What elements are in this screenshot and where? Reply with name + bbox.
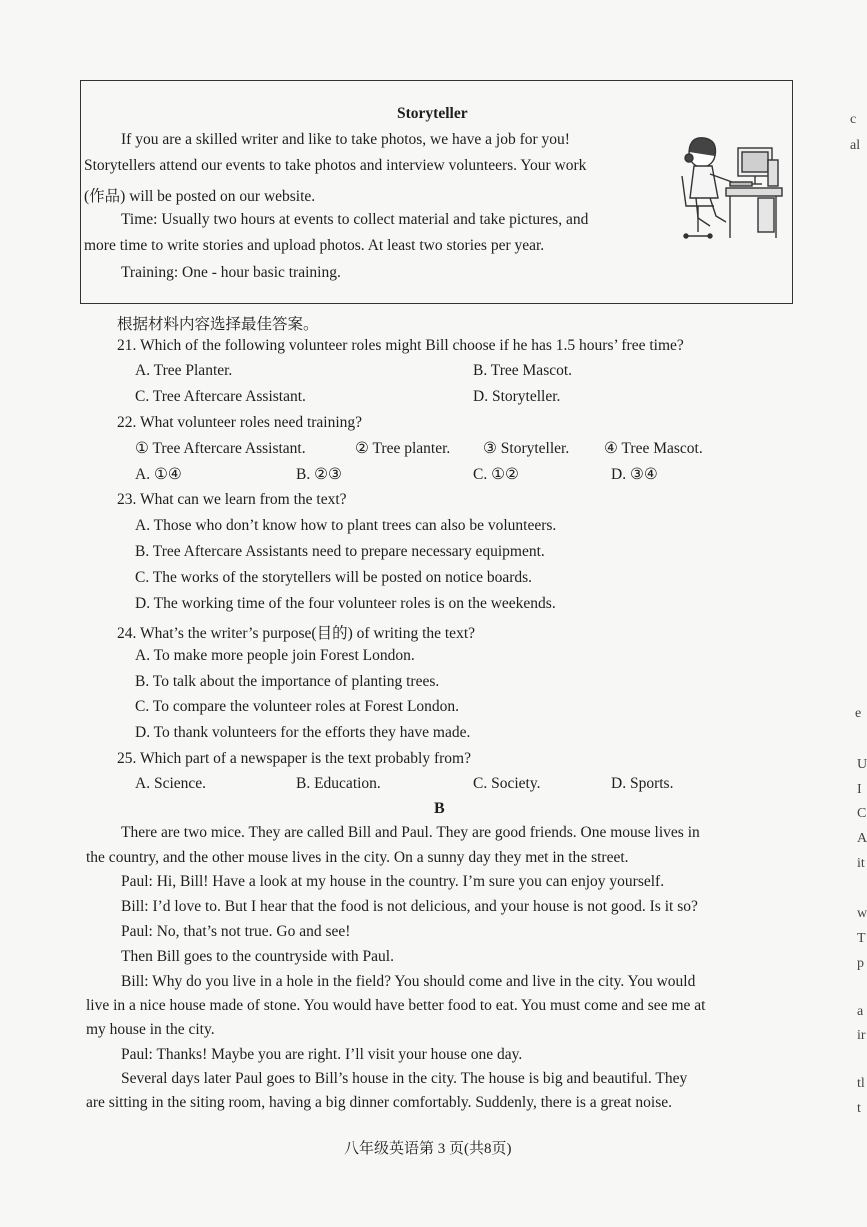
option: C. Tree Aftercare Assistant. — [135, 388, 306, 405]
role-item: ③ Storyteller. — [483, 440, 570, 457]
storyteller-line: (作品) will be posted on our website. — [84, 188, 316, 205]
question-stem: 24. What’s the writer’s purpose(目的) of writing the text? — [117, 625, 475, 642]
passage-line: Then Bill goes to the countryside with Paul. — [121, 948, 394, 965]
option: A. Those who don’t know how to plant trees can also be volunteers. — [135, 517, 557, 534]
storyteller-line: Time: Usually two hours at events to collect material and take pictures, and — [121, 211, 589, 228]
passage-line: live in a nice house made of stone. You would have better food to eat. You must come and see me at — [86, 997, 706, 1014]
passage-line: Paul: No, that’s not true. Go and see! — [121, 923, 351, 940]
option: D. ③④ — [611, 466, 658, 483]
instruction: 根据材料内容选择最佳答案。 — [117, 316, 319, 333]
passage-line: Paul: Thanks! Maybe you are right. I’ll visit your house one day. — [121, 1046, 523, 1063]
option: D. The working time of the four volunteer roles is on the weekends. — [135, 595, 556, 612]
option: C. Society. — [473, 775, 541, 792]
option: A. To make more people join Forest London. — [135, 647, 415, 664]
option: A. Tree Planter. — [135, 362, 233, 379]
question-stem: 22. What volunteer roles need training? — [117, 414, 363, 431]
passage-line: Paul: Hi, Bill! Have a look at my house in the country. I’m sure you can enjoy yourself. — [121, 873, 665, 890]
option: D. Sports. — [611, 775, 674, 792]
edge-fragment: I — [857, 782, 862, 797]
edge-fragment: C — [857, 806, 867, 821]
edge-fragment: tl — [857, 1076, 865, 1091]
edge-fragment: p — [857, 956, 864, 971]
option: B. To talk about the importance of planting trees. — [135, 673, 440, 690]
option: B. Tree Aftercare Assistants need to prepare necessary equipment. — [135, 543, 545, 560]
person-at-computer-illustration — [668, 126, 786, 242]
edge-fragment: w — [857, 906, 867, 921]
edge-fragment: t — [857, 1101, 861, 1116]
edge-fragment: a — [857, 1004, 864, 1019]
passage-line: Bill: Why do you live in a hole in the field? You should come and live in the city. You would — [121, 973, 696, 990]
option: B. ②③ — [296, 466, 342, 483]
option: D. To thank volunteers for the efforts they have made. — [135, 724, 471, 741]
question-stem: 21. Which of the following volunteer roles might Bill choose if he has 1.5 hours’ free time? — [117, 337, 684, 354]
option: B. Education. — [296, 775, 381, 792]
option: B. Tree Mascot. — [473, 362, 573, 379]
edge-fragment: U — [857, 757, 867, 772]
question-stem: 23. What can we learn from the text? — [117, 491, 347, 508]
edge-fragment: T — [857, 931, 866, 946]
passage-line: There are two mice. They are called Bill and Paul. They are good friends. One mouse lives in — [121, 824, 700, 841]
passage-line: the country, and the other mouse lives in the city. On a sunny day they met in the street. — [86, 849, 629, 866]
option: C. ①② — [473, 466, 519, 483]
question-stem: 25. Which part of a newspaper is the text probably from? — [117, 750, 471, 767]
storyteller-line: Training: One - hour basic training. — [121, 264, 341, 281]
role-item: ① Tree Aftercare Assistant. — [135, 440, 306, 457]
storyteller-line: If you are a skilled writer and like to take photos, we have a job for you! — [121, 131, 570, 148]
edge-fragment: ir — [857, 1028, 866, 1043]
option: A. ①④ — [135, 466, 182, 483]
edge-fragment: e — [855, 706, 862, 721]
page-footer: 八年级英语第 3 页(共8页) — [344, 1141, 512, 1157]
storyteller-line: Storytellers attend our events to take photos and interview volunteers. Your work — [84, 157, 587, 174]
option: A. Science. — [135, 775, 207, 792]
option: D. Storyteller. — [473, 388, 561, 405]
section-b-heading: B — [434, 800, 445, 817]
passage-line: Bill: I’d love to. But I hear that the food is not delicious, and your house is not good. Is it so? — [121, 898, 698, 915]
passage-line: are sitting in the siting room, having a big dinner comfortably. Suddenly, there is a great noise. — [86, 1094, 672, 1111]
passage-line: my house in the city. — [86, 1021, 215, 1038]
option: C. The works of the storytellers will be posted on notice boards. — [135, 569, 533, 586]
role-item: ② Tree planter. — [355, 440, 451, 457]
storyteller-line: more time to write stories and upload photos. At least two stories per year. — [84, 237, 545, 254]
passage-line: Several days later Paul goes to Bill’s house in the city. The house is big and beautiful. They — [121, 1070, 688, 1087]
storyteller-title: Storyteller — [397, 105, 468, 122]
edge-fragment: it — [857, 856, 865, 871]
edge-fragment: c — [850, 112, 857, 127]
role-item: ④ Tree Mascot. — [604, 440, 703, 457]
edge-fragment: al — [850, 138, 861, 153]
edge-fragment: A — [857, 831, 867, 846]
option: C. To compare the volunteer roles at Forest London. — [135, 698, 460, 715]
